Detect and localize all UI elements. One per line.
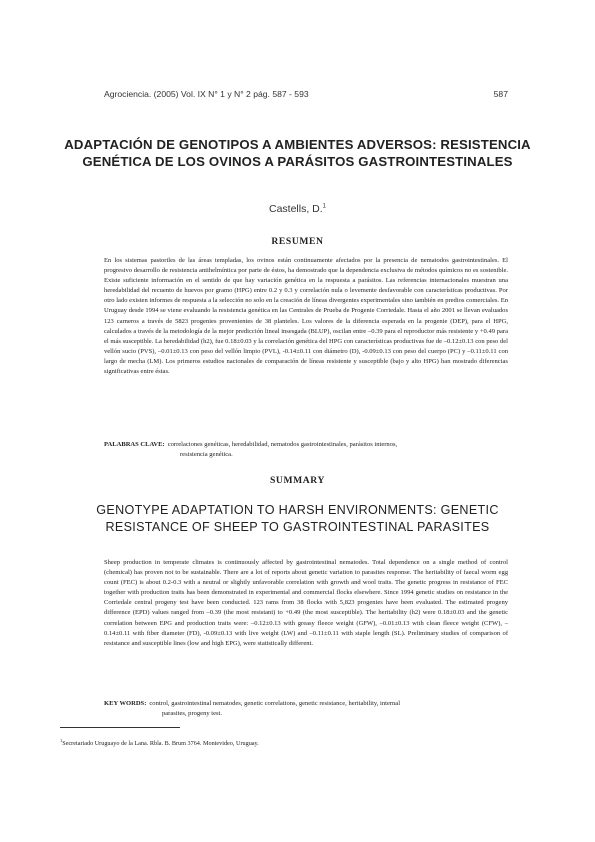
palabras-clave-line2: resistencia genética. xyxy=(180,450,233,458)
palabras-clave xyxy=(104,440,508,459)
journal-citation: Agrociencia. (2005) Vol. IX N° 1 y N° 2 pág. 587 - 593 xyxy=(104,89,309,99)
running-head xyxy=(104,89,508,99)
key-words-label: KEY WORDS: xyxy=(104,700,147,707)
footnote-text: Secretariado Uruguayo de la Lana. Rbla. B. Brum 3764. Montevideo, Uruguay. xyxy=(62,740,259,748)
key-words-line2: parasites, progeny test. xyxy=(162,709,222,717)
author-name: Castells, D. xyxy=(268,203,323,215)
english-title: GENOTYPE ADAPTATION TO HARSH ENVIRONMENTS: GENETIC RESISTANCE OF SHEEP TO GASTROINTESTINAL PARASITES xyxy=(96,503,499,534)
footnote-mark: 1 xyxy=(60,738,63,743)
footnote-rule xyxy=(60,727,180,728)
footnote xyxy=(60,738,500,747)
paper-title: ADAPTACIÓN DE GENOTIPOS A AMBIENTES ADVERSOS: RESISTENCIA GENÉTICA DE LOS OVINOS A PARÁSITOS GASTROINTESTINALES xyxy=(64,137,531,169)
summary-body: Sheep production in temperate climates is continuously affected by gastrointestinal nematodes. Total dependence on a single method of control (chemical) has proven not to be sustainable. There are a lot of reports about genetic variation to parasites response. The heritability of faecal worm egg count (FEC) is about 0.2-0.3 with a neutral or slightly unfavorable correlation with growth and wool traits. The genetic progress in resistance of FEC together with production traits has been demonstrated in experimental and commercial flocks elsewhere. Since 1994 genetic studies on resistance in the Corriedale central progeny test have been conducted. 123 rams from 38 flocks with 5,823 progenies have been evaluated. The estimated progeny difference (EPD) values ranged from –0.39 (the most resistant) to +0.49 (the most susceptible). The heritability (h2) were 0.18±0.03 and the genetic correlation between EPG and production traits were: –0.12±0.13 with greasy fleece weight (GFW), –0.01±0.13 with clean fleece weight (CFW), –0.14±0.11 with fiber diameter (FD), -0.09±0.13 with live weight (LW) and –0.11±0.11 with staple length (SL). Preliminary studies of comparison of resistance and susceptible lines (low and high EPG), were statistically different. xyxy=(104,559,508,647)
key-words xyxy=(104,699,508,718)
author-affiliation-mark: 1 xyxy=(322,203,327,210)
resumen-heading: RESUMEN xyxy=(271,236,324,247)
resumen-body: En los sistemas pastoriles de las áreas templadas, los ovinos están continuamente afectados por la presencia de nematodos gastrointestinales. El progresivo desarrollo de resistencia antihelmíntica por parte de éstos, ha demostrado que la dependencia exclusiva de métodos químicos no es sostenible. Existe suficiente información en el sentido de que hay variación genética en la respuesta a parásitos. Las referencias internacionales muestran una heredabilidad del recuento de huevos por gramo (HPG) entre 0.2 y 0.3 y correlación nula o levemente desfavorable con características productivas. Por otro lado existen informes de respuesta a la selección no solo en la creación de líneas divergentes experimentales sino también en predios comerciales. En Uruguay desde 1994 se viene evaluando la resistencia genética en las Centrales de Prueba de Progenie Corriedale. Hasta el año 2001 se llevan evaluados 123 carneros a través de 5823 progenies provenientes de 38 planteles. Los valores de la diferencia esperada en la progenie (DEP), para el HPG, calculados a través de la metodología de la mejor predicción lineal insesgada (BLUP), oscilan entre –0.39 para el reproductor más resistente y +0.49 para el más susceptible. La heredabilidad (h2), fue 0.18±0.03 y la correlación genética del HPG con características productivas fue de –0.12±0.13 con peso del vellón sucio (PVS), –0.01±0.13 con peso del vellón limpio (PVL), -0.14±0.11 con diámetro (D), -0.09±0.13 con peso del cuerpo (PC) y –0.11±0.11 con largo de mecha (LM). Los primeros estudios nacionales de comparación de líneas resistente y susceptible (bajo y alto HPG) han mostrado diferencias significativas entre éstas. xyxy=(104,257,508,376)
page-number: 587 xyxy=(493,89,508,99)
palabras-clave-label: PALABRAS CLAVE: xyxy=(104,441,165,448)
key-words-line1: control, gastrointestinal nematodes, genetic correlations, genetic resistance, heritability, internal xyxy=(149,700,401,707)
summary-heading: SUMMARY xyxy=(269,475,326,486)
author-line xyxy=(0,203,595,215)
palabras-clave-line1: correlaciones genéticas, heredabilidad, nematodos gastrointestinales, parásitos internos, xyxy=(167,441,398,448)
